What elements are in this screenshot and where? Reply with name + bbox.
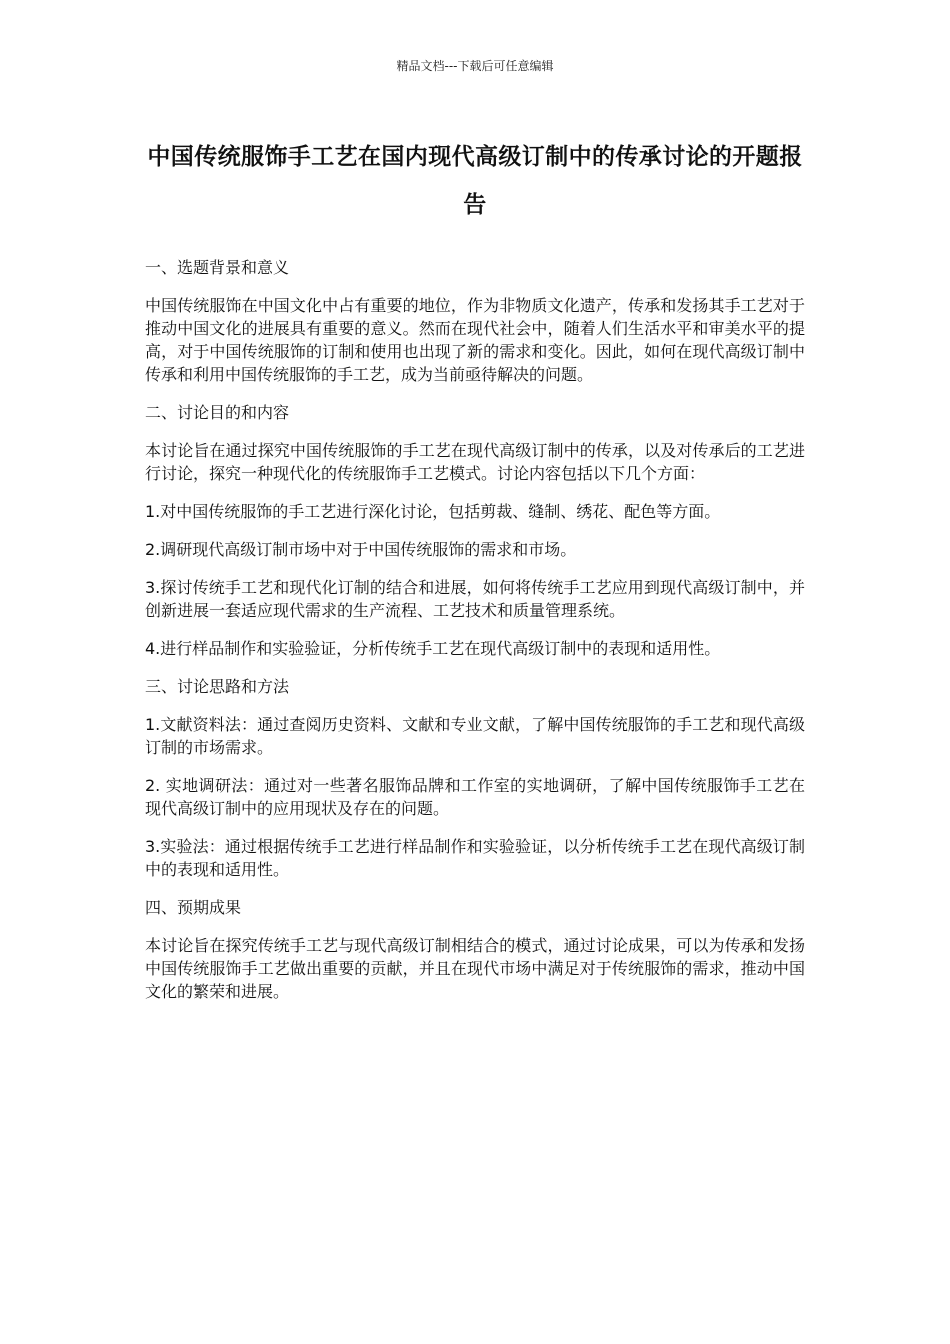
section-heading-methods: 三、讨论思路和方法: [145, 677, 290, 696]
section-heading-purpose: 二、讨论目的和内容: [145, 403, 290, 422]
list-item-method-1: 1.文献资料法：通过查阅历史资料、文献和专业文献，了解中国传统服饰的手工艺和现代高级订制的市场需求。: [145, 715, 805, 757]
paragraph-expected-results: 本讨论旨在探究传统手工艺与现代高级订制相结合的模式，通过讨论成果，可以为传承和发扬中国传统服饰手工艺做出重要的贡献，并且在现代市场中满足对于传统服饰的需求，推动中国文化的繁荣和进展。: [145, 936, 805, 1001]
document-body: [145, 256, 805, 1018]
paragraph-purpose-intro: 本讨论旨在通过探究中国传统服饰的手工艺在现代高级订制中的传承，以及对传承后的工艺进行讨论，探究一种现代化的传统服饰手工艺模式。讨论内容包括以下几个方面：: [145, 441, 805, 483]
list-item-purpose-2: 2.调研现代高级订制市场中对于中国传统服饰的需求和市场。: [145, 540, 577, 559]
section-heading-background: 一、选题背景和意义: [145, 258, 290, 277]
list-item-method-2: 2. 实地调研法：通过对一些著名服饰品牌和工作室的实地调研，了解中国传统服饰手工艺在现代高级订制中的应用现状及存在的问题。: [145, 776, 805, 818]
list-item-purpose-4: 4.进行样品制作和实验验证，分析传统手工艺在现代高级订制中的表现和适用性。: [145, 639, 721, 658]
header-note: 精品文档---下载后可任意编辑: [396, 59, 554, 73]
document-title: 中国传统服饰手工艺在国内现代高级订制中的传承讨论的开题报告: [147, 144, 803, 218]
list-item-purpose-1: 1.对中国传统服饰的手工艺进行深化讨论，包括剪裁、缝制、绣花、配色等方面。: [145, 502, 721, 521]
paragraph-background: 中国传统服饰在中国文化中占有重要的地位，作为非物质文化遗产，传承和发扬其手工艺对于推动中国文化的进展具有重要的意义。然而在现代社会中，随着人们生活水平和审美水平的提高，对于中国传统服饰的订制和使用也出现了新的需求和变化。因此，如何在现代高级订制中传承和利用中国传统服饰的手工艺，成为当前亟待解决的问题。: [145, 296, 805, 384]
section-heading-expected-results: 四、预期成果: [145, 898, 242, 917]
list-item-purpose-3: 3.探讨传统手工艺和现代化订制的结合和进展，如何将传统手工艺应用到现代高级订制中，并创新进展一套适应现代需求的生产流程、工艺技术和质量管理系统。: [145, 578, 805, 620]
list-item-method-3: 3.实验法：通过根据传统手工艺进行样品制作和实验验证，以分析传统手工艺在现代高级订制中的表现和适用性。: [145, 837, 805, 879]
